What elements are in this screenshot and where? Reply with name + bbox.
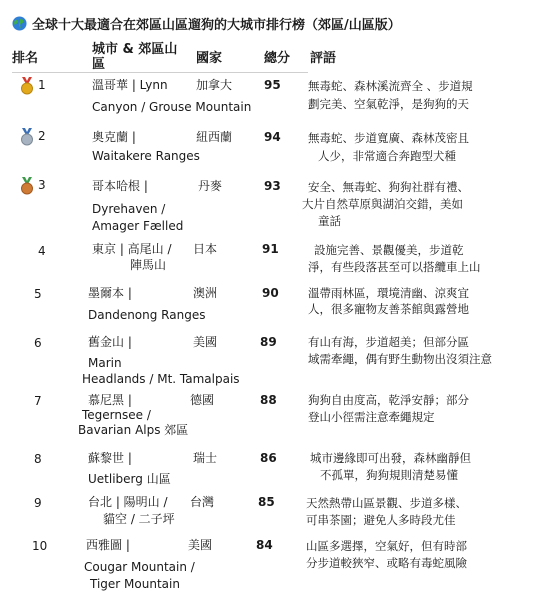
comment-line: 童話 <box>318 214 341 228</box>
rank-number: 8 <box>34 452 42 466</box>
page-title <box>12 14 401 33</box>
score: 94 <box>264 130 281 144</box>
globe-icon <box>12 16 27 31</box>
comment-line: 不孤單，狗狗規則清楚易懂 <box>320 468 458 482</box>
comment-line: 分步道較狹窄、或略有毒蛇風險 <box>306 556 467 570</box>
comment-line: 劃完美、空氣乾淨，是狗狗的天 <box>308 97 469 111</box>
country: 台灣 <box>190 495 215 509</box>
rank-number: 6 <box>34 336 42 350</box>
comment-line: 山區多選擇，空氣好，但有時部 <box>306 539 467 553</box>
rank-number: 2 <box>38 129 46 143</box>
area-line: Dandenong Ranges <box>88 308 206 322</box>
area-line: 墨爾本 | <box>88 286 132 300</box>
score: 86 <box>260 451 277 465</box>
comment-line: 無毒蛇、森林溪流齊全 、步道規 <box>308 79 473 93</box>
area-line: Tegernsee / <box>82 408 151 422</box>
bronze-medal-icon <box>20 177 34 195</box>
comment-line: 人少，非常適合奔跑型犬種 <box>318 149 456 163</box>
rank-number: 3 <box>38 178 46 192</box>
area-line: 蘇黎世 | <box>88 451 132 465</box>
area-line: 東京 | 高尾山 / <box>92 242 172 256</box>
header-score: 總分 <box>264 51 291 66</box>
header-comment: 評語 <box>310 51 337 66</box>
comment-line: 人，很多寵物友善茶館與露營地 <box>308 302 469 316</box>
area-line: 貓空 / 二子坪 <box>103 512 175 526</box>
header-rank: 排名 <box>12 51 39 66</box>
header-area-line1: 城市 & 郊區山 <box>92 42 178 57</box>
area-line: Uetliberg 山區 <box>88 472 171 486</box>
score: 88 <box>260 393 277 407</box>
area-line: Marin <box>88 356 122 370</box>
page-title-text: 全球十大最適合在郊區山區遛狗的大城市排行榜（郊區/山區版） <box>32 18 401 33</box>
comment-line: 淨，有些段落甚至可以搭纜車上山 <box>308 260 481 274</box>
header-divider <box>12 72 308 73</box>
area-line: Headlands / Mt. Tamalpais <box>82 372 240 386</box>
comment-line: 可串茶園；避免人多時段尤佳 <box>306 513 456 527</box>
comment-line: 城市邊緣即可出發，森林幽靜但 <box>310 451 471 465</box>
country: 美國 <box>188 538 213 552</box>
area-line: 台北 | 陽明山 / <box>88 495 168 509</box>
area-line: Dyrehaven / <box>92 202 166 216</box>
comment-line: 無毒蛇、步道寬廣、森林茂密且 <box>308 131 469 145</box>
header-country: 國家 <box>196 51 223 66</box>
rank-number: 9 <box>34 496 42 510</box>
score: 91 <box>262 242 279 256</box>
country: 美國 <box>193 335 218 349</box>
comment-line: 有山有海，步道超美；但部分區 <box>308 335 469 349</box>
area-line: Amager Fælled <box>92 219 184 233</box>
rank-number: 5 <box>34 287 42 301</box>
score: 84 <box>256 538 273 552</box>
area-line: 哥本哈根 | <box>92 179 148 193</box>
area-line: Waitakere Ranges <box>92 149 200 163</box>
area-line: 溫哥華 | Lynn <box>92 78 168 92</box>
comment-line: 狗狗自由度高，乾淨安靜；部分 <box>308 393 469 407</box>
comment-line: 大片自然草原與湖泊交錯，美如 <box>302 197 463 211</box>
country: 加拿大 <box>196 78 233 92</box>
area-line: 慕尼黑 | <box>88 393 132 407</box>
silver-medal-icon <box>20 128 34 146</box>
area-line: Bavarian Alps 郊區 <box>78 423 189 437</box>
score: 89 <box>260 335 277 349</box>
rank-number: 10 <box>32 539 48 553</box>
score: 85 <box>258 495 275 509</box>
gold-medal-icon <box>20 77 34 95</box>
rank-number: 7 <box>34 394 42 408</box>
area-line: 西雅圖 | <box>86 538 130 552</box>
score: 93 <box>264 179 281 193</box>
country: 丹麥 <box>198 179 223 193</box>
comment-line: 設施完善、景觀優美，步道乾 <box>314 243 464 257</box>
area-line: 舊金山 | <box>88 335 132 349</box>
country: 日本 <box>193 242 218 256</box>
comment-line: 域需牽繩，偶有野生動物出沒須注意 <box>308 352 492 366</box>
area-line: Tiger Mountain <box>90 577 180 591</box>
comment-line: 登山小徑需注意牽繩規定 <box>308 410 435 424</box>
comment-line: 溫帶雨林區，環境清幽、涼爽宜 <box>308 286 469 300</box>
area-line: Cougar Mountain / <box>84 560 195 574</box>
header-area-line2: 區 <box>92 57 106 72</box>
area-line: Canyon / Grouse Mountain <box>92 100 252 114</box>
country: 德國 <box>190 393 215 407</box>
score: 95 <box>264 78 281 92</box>
comment-line: 安全、無毒蛇、狗狗社群有禮、 <box>308 180 469 194</box>
score: 90 <box>262 286 279 300</box>
area-line: 奧克蘭 | <box>92 130 136 144</box>
comment-line: 天然熱帶山區景觀、步道多樣、 <box>306 496 467 510</box>
rank-number: 4 <box>38 244 46 258</box>
country: 澳洲 <box>193 286 218 300</box>
country: 紐西蘭 <box>196 130 233 144</box>
area-line: 陣馬山 <box>130 258 167 272</box>
rank-number: 1 <box>38 78 46 92</box>
country: 瑞士 <box>193 451 218 465</box>
